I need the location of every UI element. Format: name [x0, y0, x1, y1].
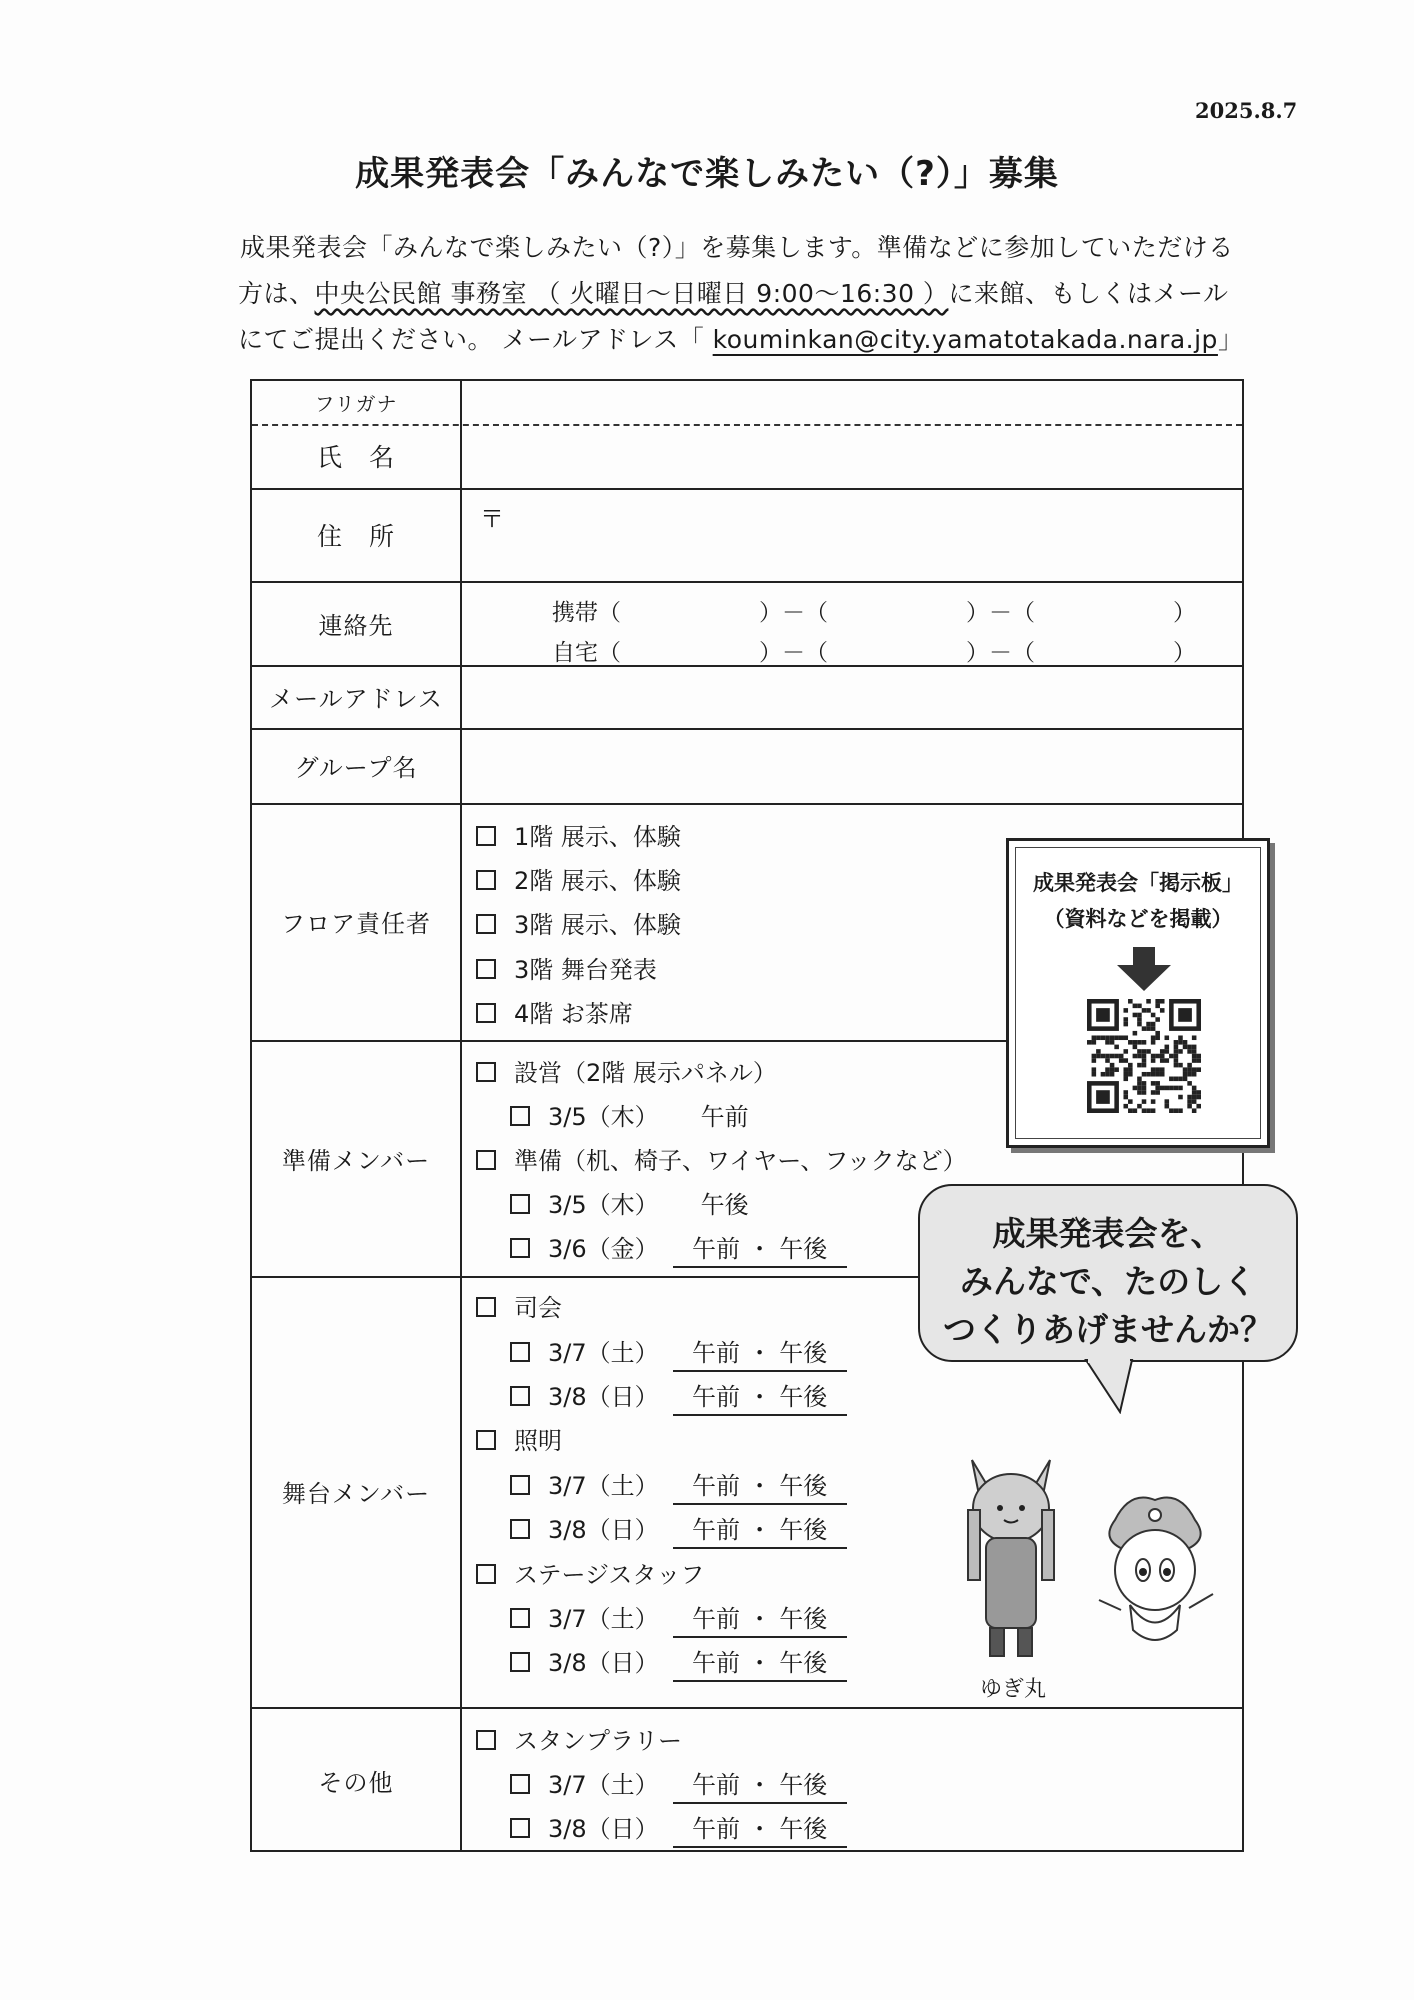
checkbox[interactable] — [476, 1730, 496, 1750]
mc-option[interactable]: 司会 — [476, 1288, 562, 1323]
checkbox[interactable] — [510, 1519, 530, 1539]
stage-staff-sat-option[interactable]: 3/7（土） 午前 ・ 午後 — [510, 1599, 847, 1638]
mobile-phone-field[interactable]: 携帯（ ）－（ ）－（ ） — [552, 600, 1196, 626]
intro-line-2 — [238, 274, 1228, 310]
prep-date2-option[interactable]: 3/6（金） 午前 ・ 午後 — [510, 1229, 847, 1268]
stage-members-label: 舞台メンバー — [281, 1480, 431, 1508]
floor-option-5[interactable]: 4階 お茶席 — [476, 994, 633, 1029]
checkbox[interactable] — [476, 1150, 496, 1170]
checkbox[interactable] — [510, 1608, 530, 1628]
prep-setup-option[interactable]: 設営（2階 展示パネル） — [476, 1053, 777, 1088]
home-phone-field[interactable]: 自宅（ ）－（ ）－（ ） — [552, 640, 1196, 666]
furigana-field[interactable] — [462, 381, 1242, 424]
bubble-line-2: みんなで、たのしく — [959, 1262, 1257, 1301]
checkbox[interactable] — [476, 1297, 496, 1317]
checkbox[interactable] — [476, 959, 496, 979]
mascot-flower-icon — [1085, 1490, 1225, 1660]
bubble-line-1: 成果発表会を、 — [992, 1214, 1224, 1253]
floor-option-2[interactable]: 2階 展示、体験 — [476, 861, 681, 896]
checkbox[interactable] — [476, 1062, 496, 1082]
mc-sun-option[interactable]: 3/8（日） 午前 ・ 午後 — [510, 1377, 847, 1416]
intro-suffix: に来館、もしくはメール — [948, 279, 1229, 308]
email-label: メールアドレス — [269, 685, 443, 713]
floor-option-1[interactable]: 1階 展示、体験 — [476, 817, 681, 852]
floor-option-3[interactable]: 3階 展示、体験 — [476, 905, 681, 940]
date: 2025.8.7 — [1195, 98, 1298, 123]
lighting-sun-option[interactable]: 3/8（日） 午前 ・ 午後 — [510, 1510, 847, 1549]
address-label: 住 所 — [316, 521, 395, 551]
intro-email-prefix: にてご提出ください。 メールアドレス「 — [238, 325, 713, 354]
intro-line-3 — [238, 320, 1243, 356]
stamp-rally-option[interactable]: スタンプラリー — [476, 1721, 682, 1756]
checkbox[interactable] — [510, 1238, 530, 1258]
floor-manager-label: フロア責任者 — [281, 910, 431, 938]
floor-option-4[interactable]: 3階 舞台発表 — [476, 950, 657, 985]
contact-email-link[interactable]: kouminkan@city.yamatotakada.nara.jp — [712, 325, 1218, 354]
checkbox[interactable] — [510, 1774, 530, 1794]
character-name: ゆぎ丸 — [980, 1677, 1047, 1702]
prep-date1-option[interactable]: 3/5（木） 午後 — [510, 1185, 749, 1220]
intro-prefix: 方は、 — [238, 279, 315, 308]
checkbox[interactable] — [510, 1652, 530, 1672]
prep-members-label: 準備メンバー — [281, 1146, 431, 1175]
prep-prep-option[interactable]: 準備（机、椅子、ワイヤー、フックなど） — [476, 1141, 967, 1176]
checkbox[interactable] — [476, 1430, 496, 1450]
checkbox[interactable] — [510, 1386, 530, 1406]
bulletin-board-box — [1006, 838, 1270, 1148]
speech-bubble — [918, 1184, 1298, 1362]
page-title: 成果発表会「みんなで楽しみたい（?）」募集 — [355, 154, 1059, 194]
checkbox[interactable] — [510, 1106, 530, 1126]
group-label: グループ名 — [294, 754, 418, 782]
email-field[interactable] — [462, 667, 1242, 728]
office-hours: 中央公民館 事務室 （ 火曜日～日曜日 9:00～16:30 ） — [314, 279, 949, 308]
furigana-label: フリガナ — [314, 392, 398, 416]
stage-staff-sun-option[interactable]: 3/8（日） 午前 ・ 午後 — [510, 1643, 847, 1682]
arrow-down-icon — [1117, 947, 1171, 991]
bulletin-board-title: 成果発表会「掲示板」 — [1033, 871, 1243, 895]
checkbox[interactable] — [476, 1564, 496, 1584]
checkbox[interactable] — [476, 870, 496, 890]
checkbox[interactable] — [476, 1003, 496, 1023]
intro-line-1: 成果発表会「みんなで楽しみたい（?）」を募集します。準備などに参加していただける — [240, 233, 1234, 262]
mc-sat-option[interactable]: 3/7（土） 午前 ・ 午後 — [510, 1333, 847, 1372]
other-label: その他 — [318, 1769, 394, 1797]
postal-mark: 〒 — [480, 505, 504, 533]
stage-staff-option[interactable]: ステージスタッフ — [476, 1555, 704, 1590]
speech-bubble-tail — [1080, 1358, 1150, 1414]
name-label: 氏 名 — [316, 443, 395, 472]
name-field[interactable] — [462, 426, 1242, 488]
checkbox[interactable] — [510, 1194, 530, 1214]
intro-email-suffix: 」 — [1217, 325, 1244, 354]
bulletin-board-subtitle: （資料などを掲載） — [1043, 907, 1233, 931]
prep-setup-date-option[interactable]: 3/5（木） 午前 — [510, 1097, 749, 1132]
contact-label: 連絡先 — [318, 611, 394, 640]
checkbox[interactable] — [510, 1475, 530, 1495]
checkbox[interactable] — [510, 1342, 530, 1362]
checkbox[interactable] — [476, 826, 496, 846]
lighting-sat-option[interactable]: 3/7（土） 午前 ・ 午後 — [510, 1466, 847, 1505]
stamp-rally-sat-option[interactable]: 3/7（土） 午前 ・ 午後 — [510, 1765, 847, 1804]
mascot-yugimaru-icon — [950, 1450, 1080, 1670]
checkbox[interactable] — [476, 914, 496, 934]
stamp-rally-sun-option[interactable]: 3/8（日） 午前 ・ 午後 — [510, 1809, 847, 1848]
group-name-field[interactable] — [462, 730, 1242, 803]
bubble-line-3: つくりあげませんか？ — [943, 1310, 1273, 1349]
lighting-option[interactable]: 照明 — [476, 1421, 562, 1456]
qr-code[interactable] — [1087, 999, 1201, 1113]
checkbox[interactable] — [510, 1818, 530, 1838]
